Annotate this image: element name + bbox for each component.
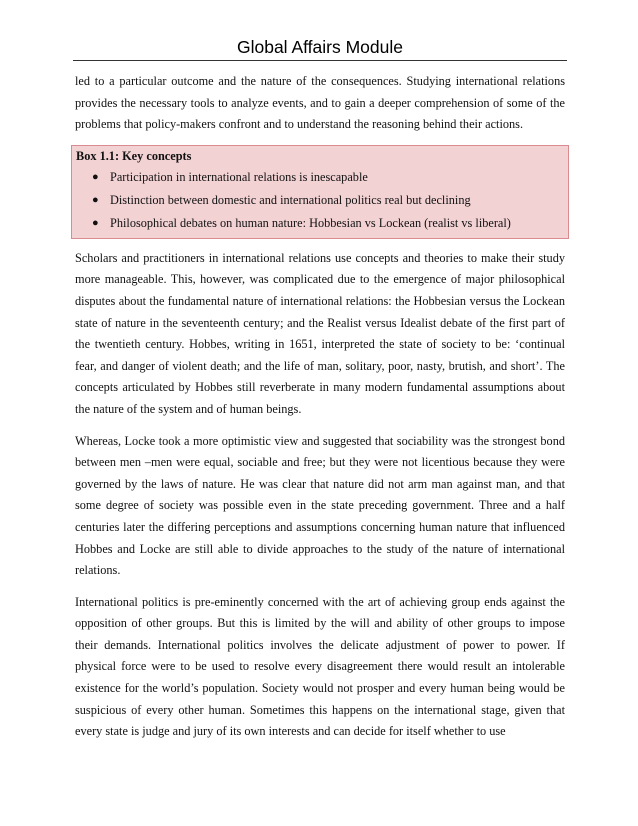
list-item	[92, 212, 564, 235]
bullet-icon: ●	[92, 216, 99, 229]
paragraph-international-politics: International politics is pre-eminently concerned with the art of achieving group ends against the opposition of other groups. But this is limited by the will and ability of other groups to impose their demands. International politics involves the delicate adjustment of power to power. If physical force were to be used to resolve every disagreement there would result an intolerable existence for the world’s population. Society would not prosper and every human being would be suspicious of every other human. Sometimes this happens on the international stage, given that every state is judge and jury of its own interests and can decide for itself whether to use	[75, 594, 565, 739]
bullet-icon: ●	[92, 193, 99, 206]
bullet-icon: ●	[92, 170, 99, 183]
list-item	[92, 189, 564, 212]
paragraph-intro: led to a particular outcome and the nature of the consequences. Studying international relations provides the necessary tools to analyze events, and to gain a deeper comprehension of some of the problems that policy-makers confront and to understand the reasoning behind their actions.	[75, 74, 565, 132]
page-header: Global Affairs Module	[73, 36, 567, 61]
box-title: Box 1.1: Key concepts	[76, 148, 192, 163]
list-item	[92, 166, 564, 189]
list-item-text: Philosophical debates on human nature: Hobbesian vs Lockean (realist vs liberal)	[110, 215, 511, 230]
paragraph-locke: Whereas, Locke took a more optimistic view and suggested that sociability was the strongest bond between men –men were equal, sociable and free; but they were not licentious because they were governed by the laws of nature. He was clear that nature did not arm man against man, and that some degree of society was possible even in the state preceding government. Three and a half centuries later the differing perceptions and assumptions concerning human nature that influenced Hobbes and Locke are still able to divide approaches to the study of the nature of international relations.	[75, 433, 565, 578]
list-item-text: Distinction between domestic and international politics real but declining	[110, 192, 471, 207]
key-concepts-box	[71, 145, 569, 239]
key-concepts-list	[76, 166, 564, 235]
list-item-text: Participation in international relations is inescapable	[110, 169, 368, 184]
page-content	[75, 71, 565, 753]
paragraph-concepts: Scholars and practitioners in international relations use concepts and theories to make their study more manageable. This, however, was complicated due to the emergence of major philosophical disputes about the fundamental nature of international relations: the Hobbesian versus the Lockean state of nature in the seventeenth century; and the Realist versus Idealist debate of the first part of the twentieth century. Hobbes, writing in 1651, interpreted the state of society to be: ‘continual fear, and danger of violent death; and the life of man, solitary, poor, nasty, brutish, and short’. The concepts articulated by Hobbes still reverberate in many modern fundamental assumptions about the nature of the system and of human beings.	[75, 250, 565, 416]
